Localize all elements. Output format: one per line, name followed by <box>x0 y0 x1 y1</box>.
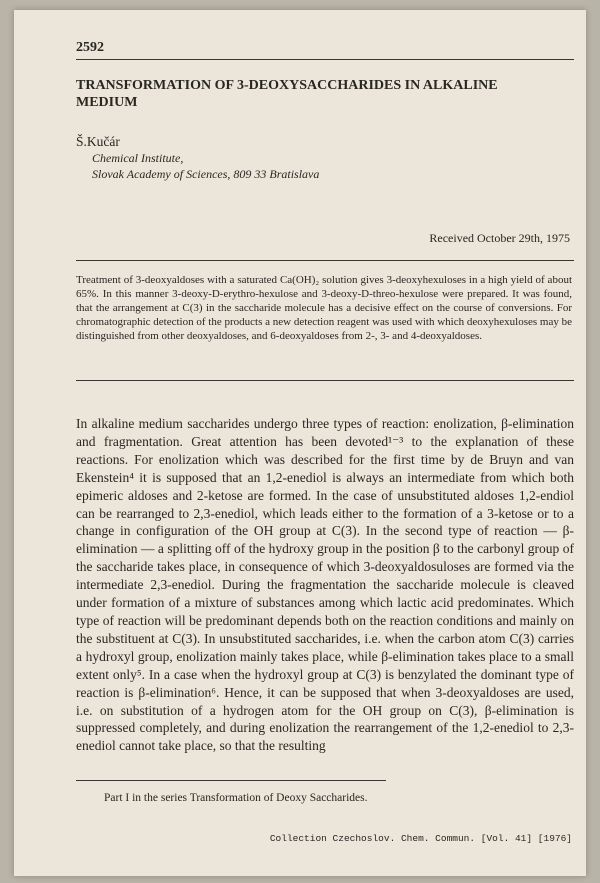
header-rule <box>76 59 574 60</box>
author: Š.Kučár <box>76 134 120 149</box>
abstract-bottom-rule <box>76 380 574 381</box>
paper-page <box>14 10 586 876</box>
footnote-rule <box>76 780 386 781</box>
article-title: TRANSFORMATION OF 3-DEOXYSACCHARIDES IN ALKALINE MEDIUM <box>76 78 498 110</box>
journal-citation: Collection Czechoslov. Chem. Commun. [Vol. 41] [1976] <box>269 833 572 844</box>
abstract-top-rule <box>76 260 574 261</box>
received-date: Received October 29th, 1975 <box>429 231 570 245</box>
affiliation-line-1: Chemical Institute, <box>92 151 184 165</box>
body-text <box>76 415 574 755</box>
abstract <box>76 273 572 343</box>
affiliation <box>92 150 319 182</box>
abstract-text: Treatment of 3-deoxyaldoses with a saturated Ca(OH)₂ solution gives 3-deoxyhexuloses in a high yield of about 65%. In this manner 3-deoxy-D-erythro-hexulose and 3-deoxy-D-threo-hexulose were prepared. It was found, that the arrangement at C(3) in the saccharide molecule has a decisive effect on the course of conversions. For chromatographic detection of the products a new detection reagent was used with which deoxyhexuloses may be distinguished from other deoxyaldoses, and 6-deoxyaldoses from 2-, 3- and 4-deoxyaldoses. <box>76 274 572 342</box>
body-paragraph: In alkaline medium saccharides undergo three types of reaction: enolization, β-elimination and fragmentation. Great attention has been devoted¹⁻³ to the explanation of these reactions. For enolization which was described for the first time by de Bruyn and van Ekenstein⁴ it is supposed that an 1,2-enediol is always an intermediate from which both epimeric aldoses and 2-ketose are formed. In the case of unsubstituted aldoses 1,2-endiol can be rearranged to 2,3-enediol, which leads either to the formation of a 3-ketose or to a change in configuration of the OH group at C(3). In the second type of reaction — β-elimination — a splitting off of the hydroxy group in the position β to the carbonyl group of the saccharide takes place, in consequence of which 3-deoxyaldosuloses are formed via the intermediate 2,3-enediol. During the fragmentation the saccharide molecule is cleaved under formation of a mixture of substances among which lactic acid predominates. Which type of reaction will be predominant depends both on the reaction conditions and mainly on the substituent at C(3). In unsubstituted saccharides, i.e. when the carbon atom C(3) carries a hydroxyl group, enolization mainly takes place, while β-elimination takes place to a small extent only⁵. In a case when the hydroxyl group at C(3) is benzylated the dominant type of reaction is β-elimination⁶. Hence, it can be supposed that when 3-deoxyaldoses are used, i.e. on substitution of a hydrogen atom for the OH group on C(3), β-elimination is suppressed completely, and during enolization the rearrangement of the 1,2-enediol to 2,3-enediol cannot take place, so that the resulting <box>76 416 574 754</box>
affiliation-line-2: Slovak Academy of Sciences, 809 33 Bratislava <box>92 167 320 181</box>
footnote: Part I in the series Transformation of Deoxy Saccharides. <box>104 792 368 804</box>
page-number: 2592 <box>76 40 104 55</box>
